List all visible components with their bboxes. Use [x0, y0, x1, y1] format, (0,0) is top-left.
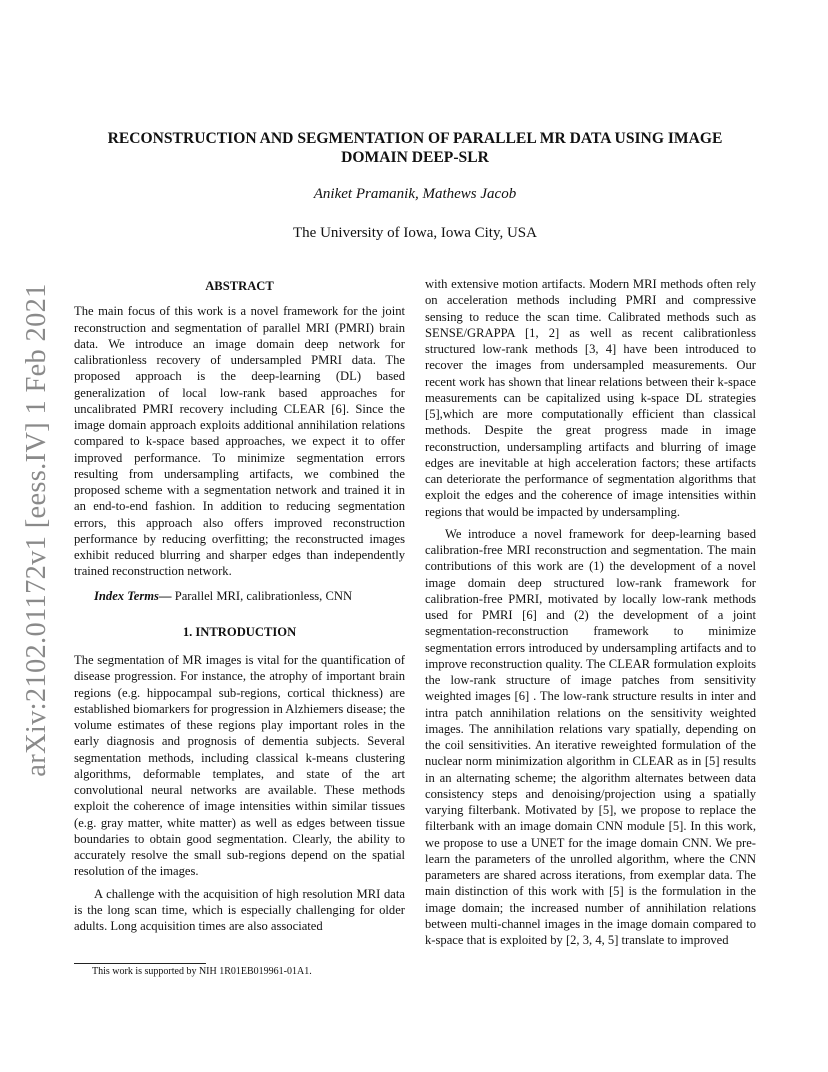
index-terms — [74, 588, 405, 604]
arxiv-identifier: arXiv:2102.01172v1 [eess.IV] 1 Feb 2021 — [21, 283, 52, 777]
abstract-text: The main focus of this work is a novel framework for the joint reconstruction and segmentation of parallel MRI (PMRI) brain data. We introduce an image domain deep network for calibrationless recovery of undersampled PMRI data. The proposed approach is the deep-learning (DL) based generalization of local low-rank based approaches for uncalibrated PMRI recovery including CLEAR [6]. Since the image domain approach exploits additional annihilation relations compared to k-space based approaches, we expect it to offer improved performance. To minimize segmentation errors resulting from undersampling artifacts, we combined the proposed scheme with a segmentation network and trained it in an end-to-end fashion. In addition to reducing segmentation errors, this approach also offers improved reconstruction performance by reducing overfitting; the reconstructed images exhibit reduced blurring and sharper edges than independently trained reconstruction network. — [74, 304, 405, 579]
index-terms-text: Parallel MRI, calibrationless, CNN — [171, 588, 353, 603]
paper-affiliation: The University of Iowa, Iowa City, USA — [293, 225, 537, 241]
footnote-divider — [74, 963, 206, 964]
index-terms-label: Index Terms— — [94, 588, 172, 603]
paper-title: RECONSTRUCTION AND SEGMENTATION OF PARALLEL MR DATA USING IMAGE DOMAIN DEEP-SLR — [107, 130, 723, 166]
intro-paragraph-4: We introduce a novel framework for deep-learning based calibration-free MRI reconstruction and segmentation. The main contributions of this work are (1) the development of a novel image domain deep structured low-rank framework for calibration-free PMRI, motivated by locally low-rank methods used for PMRI [6] and (2) the development of a joint segmentation-reconstruction framework to minimize segmentation errors introduced by undersampling artifacts and to improve reconstruction quality. The CLEAR formulation exploits the low-rank structure of image patches from sensitivity weighted images [6] . The low-rank structure results in inter and intra patch annihilation relations on the sensitivity weighted images. The annihilation relations vary spatially, depending on the coil sensitivities. An iterative reweighted formulation of the nuclear norm minimization algorithm in CLEAR as in [5] results in an alternating scheme; the algorithm alternates between data consistency steps and denoising/projection using a spatially varying filterbank. Motivated by [5], we propose to replace the filterbank with an image domain CNN module [5]. In this work, we propose to use a UNET for the image domain CNN. We pre-learn the parameters of the unrolled algorithm, where the CNN parameters are shared across iterations, from exemplar data. The main distinction of this work with [5] is the formulation in the image domain; the increased number of annihilation relations between multi-channel images in the image domain compared to k-space that is exploited by [2, 3, 4, 5] translate to improved — [425, 526, 756, 947]
intro-heading: 1. INTRODUCTION — [182, 624, 297, 639]
paper-authors: Aniket Pramanik, Mathews Jacob — [313, 186, 517, 202]
footnote: This work is supported by NIH 1R01EB019961-01A1. — [92, 966, 312, 977]
intro-paragraph-1: The segmentation of MR images is vital for the quantification of disease progression. For instance, the atrophy of important brain regions (e.g. hippocampal sub-regions, cortical thickness) are established biomarkers for progression in Alzhiemers disease; the volume estimates of these regions play important roles in the early diagnosis and prognosis of dementia subjects. Several segmentation methods, including classical k-means clustering algorithms, deformable templates, and state of the art convolutional neural networks are available. These methods exploit the coherence of image intensities within similar tissues (e.g. gray matter, white matter) as well as edges between tissue boundaries to obtain good segmentation. Clearly, the ability to accurately resolve the small sub-regions depend on the spatial resolution of the images. — [74, 653, 405, 879]
intro-paragraph-2: A challenge with the acquisition of high resolution MRI data is the long scan time, which is especially challenging for older adults. Long acquisition times are also associated — [74, 886, 405, 933]
abstract-heading: ABSTRACT — [205, 279, 274, 293]
intro-paragraph-3: with extensive motion artifacts. Modern MRI methods often rely on acceleration methods including PMRI and compressive sensing to reduce the scan time. Calibrated methods such as SENSE/GRAPPA [1, 2] as well as recent calibrationless structured low-rank methods [3, 4] have been introduced to recover the images from undersampled measurements. Our recent work has shown that linear relations between their k-space measurements can be capitalized using k-space DL strategies [5],which are more computationally efficient than classical methods. Despite the great progress made in image reconstruction, undersampling artifacts and blurring of image edges are inevitable at high acceleration factors; these artifacts can deteriorate the performance of segmentation algorithms that exploit the edges and the coherence of image intensities within regions that would be impacted by undersampling. — [425, 277, 756, 519]
left-column — [74, 278, 405, 934]
right-column — [425, 276, 756, 948]
